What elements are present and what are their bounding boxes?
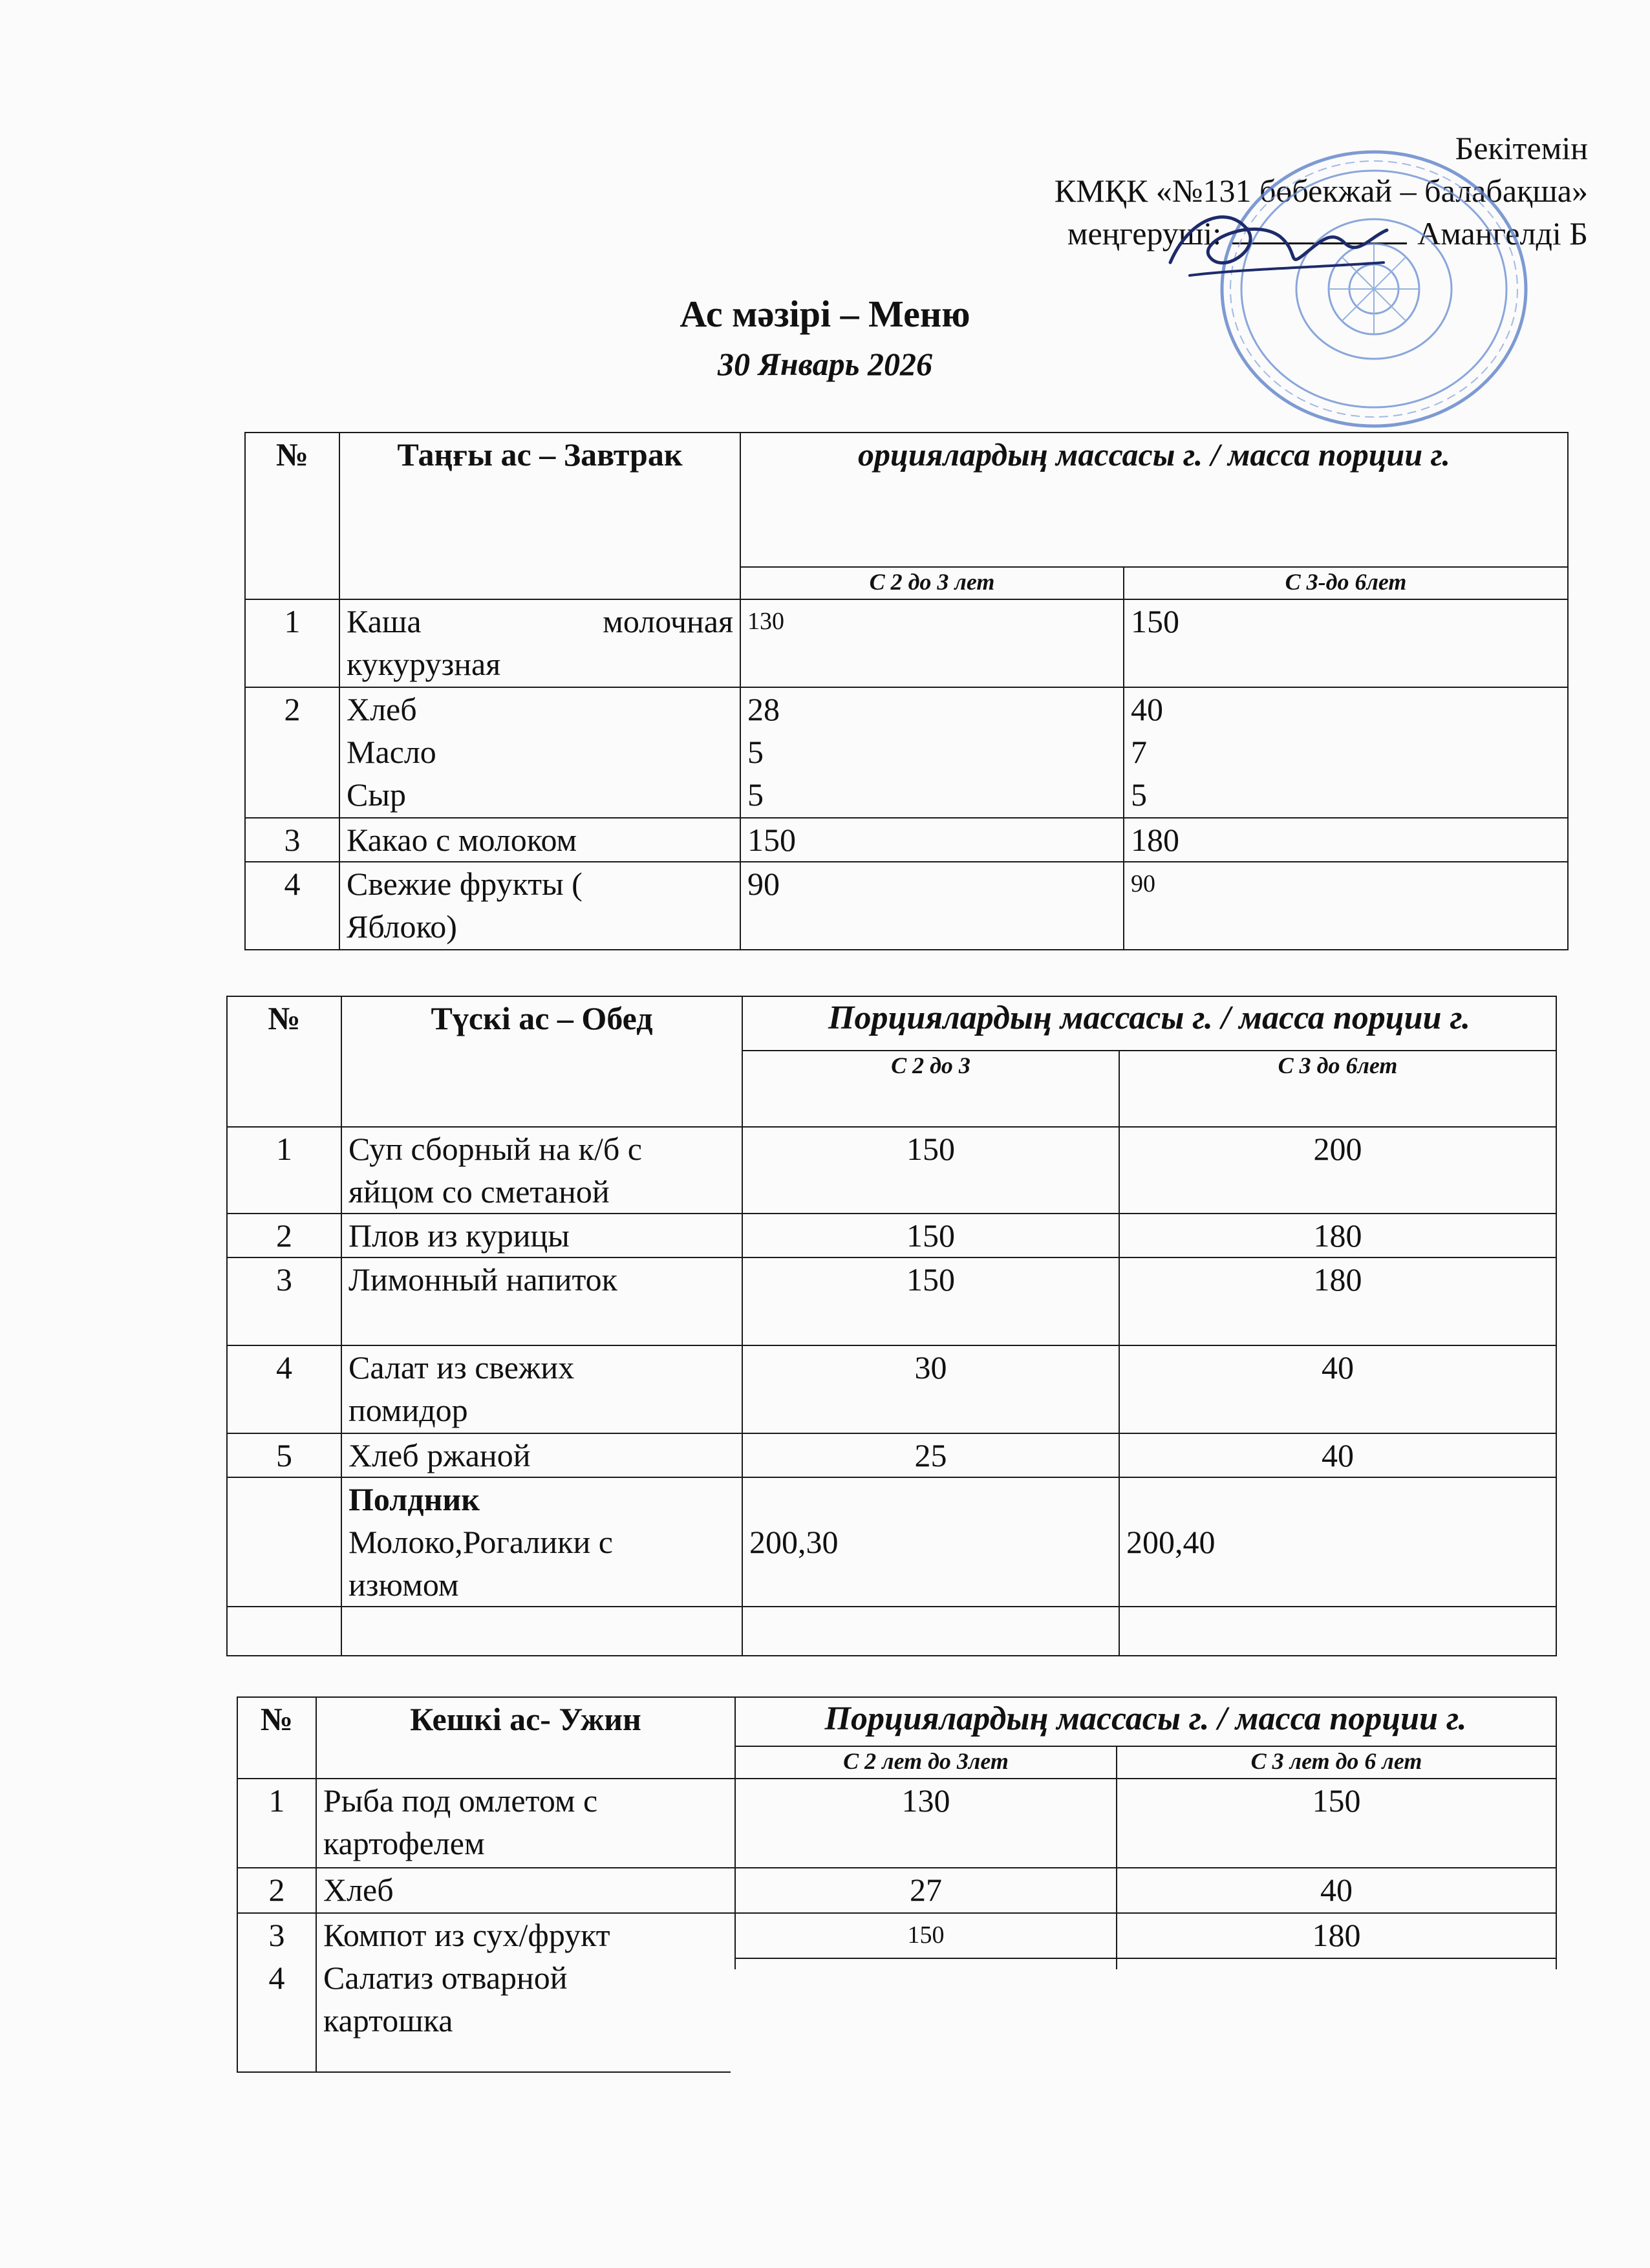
row-number-empty [227,1477,341,1607]
blank-area [731,1969,1565,2118]
dish-name [339,687,740,818]
dish-name: Лимонный напиток [341,1257,742,1345]
row-number: 2 [245,687,339,818]
portion-value: 130 [735,1779,1117,1868]
row-number-line: 4 [268,1960,285,1996]
empty-row [227,1607,1556,1656]
portion-line: 5 [747,776,764,813]
dinner-header-age-2-3: С 2 лет до 3лет [735,1746,1117,1779]
portion-line: 7 [1131,734,1147,770]
dinner-header-portion: Порциялардың массасы г. / масса порции г. [735,1697,1556,1746]
dish-name: Плов из курицы [341,1214,742,1257]
table-row [227,1345,1556,1433]
portion-value: 40 [1119,1345,1556,1433]
page-title: Ас мәзірі – Меню [680,293,970,335]
portion-value: 180 [1117,1914,1556,1959]
portion-value: 90 [740,862,1124,950]
dinner-header-meal: Кешкі ас- Ужин [316,1697,735,1779]
table-row [245,818,1568,862]
breakfast-header-portion: орциялардың массасы г. / масса порции г. [740,433,1568,567]
table-row [245,599,1568,687]
row-number: 5 [227,1433,341,1477]
table-row [237,1779,1556,1868]
dish-name: Хлеб ржаной [341,1433,742,1477]
breakfast-header-meal: Таңғы ас – Завтрак [339,433,740,599]
menu-date: 30 Январь 2026 [717,346,933,382]
portion-value: 30 [742,1345,1119,1433]
dish-name [341,1345,742,1433]
dish-line: изюмом [348,1567,459,1603]
empty-cell [341,1607,742,1656]
row-number: 1 [237,1779,316,1868]
portion-value: 150 [736,1914,1116,1959]
organization-name: КМҚК «№131 бөбекжай – балабақша» [1054,173,1588,209]
dish-name [341,1127,742,1214]
snack-dish [341,1477,742,1607]
row-number: 2 [237,1868,316,1913]
dish-line: Каша молочная [347,603,733,639]
dinner-header-age-3-6: С 3 лет до 6 лет [1117,1746,1556,1779]
table-row [227,1433,1556,1477]
signature-icon [1151,191,1397,295]
row-number: 1 [245,599,339,687]
dish-name: Хлеб [316,1868,735,1913]
portion-value: 40 [1117,1868,1556,1913]
dish-line: Компот из сух/фрукт [323,1917,610,1953]
dish-line: Салатиз отварной [323,1960,568,1996]
portion-value: 200,40 [1119,1477,1556,1607]
dish-line: картофелем [323,1825,485,1861]
portion-value: 27 [735,1868,1117,1913]
snack-title: Полдник [348,1481,480,1517]
dish-name [316,1913,735,2072]
breakfast-header-age-3-6: С 3-до 6лет [1124,567,1568,599]
row-number: 4 [245,862,339,950]
portion-line: 40 [1131,691,1163,727]
portion-value: 180 [1119,1214,1556,1257]
row-number: 2 [227,1214,341,1257]
dish-name [316,1779,735,1868]
dish-line: Хлеб [347,691,417,727]
table-row [227,1257,1556,1345]
dish-line: Сыр [347,776,406,813]
table-row [245,862,1568,950]
portion-line: 5 [747,734,764,770]
portion-value: 150 [742,1214,1119,1257]
lunch-header-meal: Түскі ас – Обед [341,996,742,1127]
portion-value: 40 [1119,1433,1556,1477]
dish-line: Суп сборный на к/б с [348,1131,642,1167]
lunch-table [226,996,1557,1656]
portion-value: 150 [742,1257,1119,1345]
portion-value [1124,687,1568,818]
dinner-header-num: № [237,1697,316,1779]
row-number: 3 [245,818,339,862]
row-number-line: 3 [268,1917,285,1953]
lunch-header-num: № [227,996,341,1127]
row-number: 4 [227,1345,341,1433]
portion-line: 5 [1131,776,1147,813]
table-row [227,1127,1556,1214]
dish-line: Масло [347,734,436,770]
portion-value: 150 [1124,599,1568,687]
empty-cell [1119,1607,1556,1656]
dish-line: яйцом со сметаной [348,1173,610,1210]
approval-title: Бекітемін [1455,130,1588,166]
dish-name [339,599,740,687]
portion-value: 130 [740,599,1124,687]
row-number [237,1913,316,2072]
dish-line: помидор [348,1392,468,1428]
row-number: 3 [227,1257,341,1345]
lunch-header-portion: Порциялардың массасы г. / масса порции г. [742,996,1556,1051]
row-number: 1 [227,1127,341,1214]
dish-line: кукурузная [347,646,501,682]
table-row [245,687,1568,818]
portion-value [740,687,1124,818]
dish-line: Салат из свежих [348,1349,575,1385]
snack-row [227,1477,1556,1607]
portion-value: 150 [1117,1779,1556,1868]
lunch-header-age-2-3: С 2 до 3 [742,1051,1119,1127]
lunch-header-age-3-6: С 3 до 6лет [1119,1051,1556,1127]
dish-line: Яблоко) [347,908,457,945]
breakfast-header-num: № [245,433,339,599]
dish-line: Молоко,Рогалики с [348,1524,613,1560]
dish-line: картошка [323,2002,453,2038]
dish-name [339,862,740,950]
breakfast-table [244,432,1569,950]
dish-line: Свежие фрукты ( [347,866,583,902]
table-row [237,1868,1556,1913]
dish-line: Рыба под омлетом с [323,1782,598,1819]
portion-value: 25 [742,1433,1119,1477]
portion-value: 150 [740,818,1124,862]
portion-line: 28 [747,691,780,727]
director-name: Амангелді Б [1417,215,1588,251]
portion-value: 90 [1124,862,1568,950]
empty-cell [742,1607,1119,1656]
breakfast-header-age-2-3: С 2 до 3 лет [740,567,1124,599]
portion-value: 180 [1124,818,1568,862]
dish-name: Какао с молоком [339,818,740,862]
portion-value: 150 [742,1127,1119,1214]
director-label: меңгеруші: [1067,215,1222,251]
portion-value: 180 [1119,1257,1556,1345]
empty-cell [227,1607,341,1656]
table-row [227,1214,1556,1257]
portion-value: 200 [1119,1127,1556,1214]
portion-value: 200,30 [742,1477,1119,1607]
